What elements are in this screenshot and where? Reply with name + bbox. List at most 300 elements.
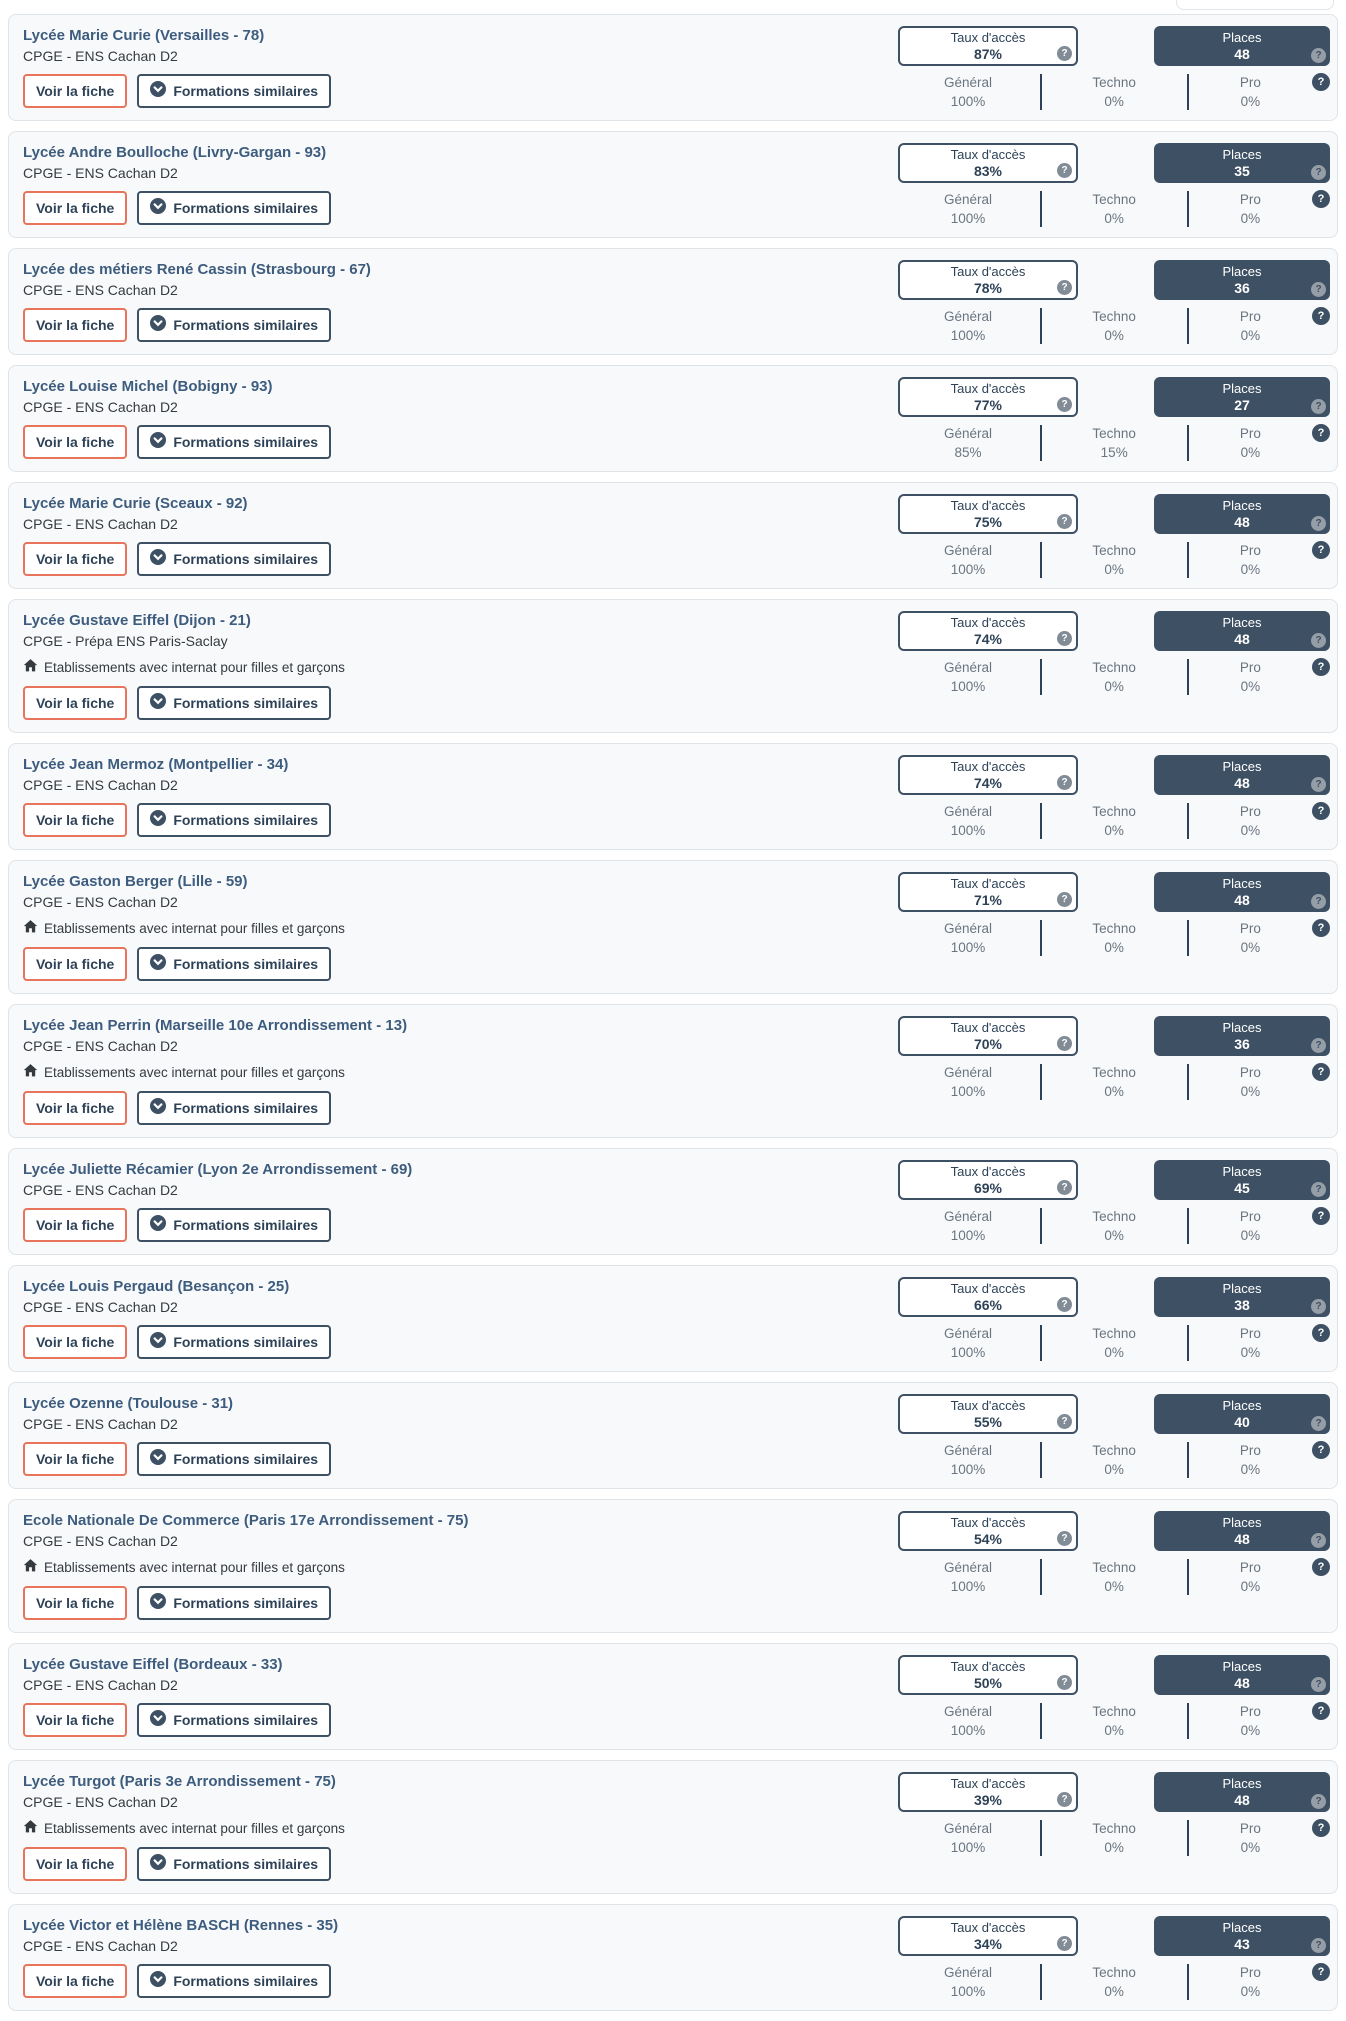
voir-la-fiche-button[interactable] [23, 1325, 127, 1359]
general-column [898, 658, 1038, 696]
repartition-help-icon[interactable]: ? [1312, 1963, 1330, 1981]
voir-la-fiche-button[interactable] [23, 1442, 127, 1476]
voir-la-fiche-label: Voir la fiche [36, 811, 115, 828]
repartition-help-icon[interactable]: ? [1312, 1558, 1330, 1576]
result-card [8, 131, 1338, 238]
formations-similaires-button[interactable] [137, 803, 331, 837]
formation-subtitle: CPGE - ENS Cachan D2 [23, 1794, 178, 1810]
formations-similaires-button[interactable] [137, 1847, 331, 1881]
general-column [898, 190, 1038, 228]
taux-acces-box [898, 1772, 1078, 1812]
techno-value: 0% [1104, 1840, 1124, 1855]
taux-help-icon[interactable]: ? [1057, 46, 1072, 61]
card-stats [898, 872, 1330, 957]
result-card [8, 365, 1338, 472]
places-box [1154, 872, 1330, 912]
general-column [898, 919, 1038, 957]
pro-column [1190, 1441, 1310, 1479]
places-value: 48 [1234, 46, 1250, 62]
general-value: 100% [950, 1579, 986, 1594]
separator [1187, 74, 1189, 110]
taux-help-icon[interactable]: ? [1057, 1675, 1072, 1690]
taux-acces-label: Taux d'accès [950, 876, 1026, 891]
formations-similaires-button[interactable] [137, 947, 331, 981]
voir-la-fiche-button[interactable] [23, 803, 127, 837]
places-help-icon[interactable]: ? [1311, 633, 1326, 648]
pro-column [1190, 919, 1310, 957]
card-stats [898, 377, 1330, 462]
places-help-icon[interactable]: ? [1311, 48, 1326, 63]
stats-boxes [898, 755, 1330, 795]
repartition-help-icon[interactable]: ? [1312, 541, 1330, 559]
places-help-icon[interactable]: ? [1311, 1416, 1326, 1431]
taux-acces-value: 74% [973, 631, 1003, 647]
general-column [898, 1441, 1038, 1479]
voir-la-fiche-label: Voir la fiche [36, 1711, 115, 1728]
formation-subtitle: CPGE - ENS Cachan D2 [23, 282, 178, 298]
taux-acces-box [898, 755, 1078, 795]
pro-value: 0% [1240, 823, 1261, 838]
pro-label: Pro [1239, 921, 1261, 936]
pro-column [1190, 190, 1310, 228]
bac-repartition-row [898, 541, 1330, 579]
voir-la-fiche-button[interactable] [23, 308, 127, 342]
formations-similaires-button[interactable] [137, 1091, 331, 1125]
formations-similaires-label: Formations similaires [173, 1855, 319, 1872]
chevron-down-circle-icon [150, 954, 166, 974]
separator [1040, 1442, 1042, 1478]
voir-la-fiche-button[interactable] [23, 74, 127, 108]
pro-column [1190, 1702, 1310, 1740]
formations-similaires-button[interactable] [137, 1325, 331, 1359]
techno-value: 0% [1104, 679, 1124, 694]
taux-acces-box [898, 1655, 1078, 1695]
separator [1187, 1208, 1189, 1244]
pro-column [1190, 1324, 1310, 1362]
places-help-icon[interactable]: ? [1311, 1182, 1326, 1197]
taux-help-icon[interactable]: ? [1057, 1792, 1072, 1807]
chevron-down-circle-icon [150, 1332, 166, 1352]
separator [1040, 1325, 1042, 1361]
places-help-icon[interactable]: ? [1311, 1533, 1326, 1548]
places-value: 38 [1234, 1297, 1250, 1313]
chevron-down-circle-icon [150, 1971, 166, 1991]
separator [1040, 1964, 1042, 2000]
places-help-icon[interactable]: ? [1311, 1677, 1326, 1692]
bac-repartition-row [898, 1819, 1330, 1857]
school-title: Lycée Louis Pergaud (Besançon - 25) [23, 1278, 290, 1295]
bac-repartition-row [898, 307, 1330, 345]
stats-boxes [898, 611, 1330, 651]
general-value: 100% [950, 679, 986, 694]
result-card [8, 1004, 1338, 1138]
taux-help-icon[interactable]: ? [1057, 1297, 1072, 1312]
techno-column [1043, 541, 1185, 579]
techno-value: 0% [1104, 328, 1124, 343]
places-help-icon[interactable]: ? [1311, 1938, 1326, 1953]
places-value: 48 [1234, 775, 1250, 791]
school-title: Lycée Jean Perrin (Marseille 10e Arrondissement - 13) [23, 1017, 408, 1034]
pro-value: 0% [1240, 1462, 1261, 1477]
techno-label: Techno [1092, 1965, 1136, 1980]
stats-boxes [898, 494, 1330, 534]
repartition-help-icon[interactable]: ? [1312, 1063, 1330, 1081]
formations-similaires-button[interactable] [137, 1586, 331, 1620]
pro-label: Pro [1239, 1443, 1261, 1458]
taux-help-icon[interactable]: ? [1057, 631, 1072, 646]
taux-acces-box [898, 1016, 1078, 1056]
formations-similaires-button[interactable] [137, 308, 331, 342]
bac-repartition-row [898, 1558, 1330, 1596]
pro-value: 0% [1240, 328, 1261, 343]
techno-label: Techno [1092, 1065, 1136, 1080]
voir-la-fiche-label: Voir la fiche [36, 1450, 115, 1467]
school-title: Ecole Nationale De Commerce (Paris 17e Arrondissement - 75) [23, 1512, 469, 1529]
pro-label: Pro [1239, 1209, 1261, 1224]
chevron-down-circle-icon [150, 81, 166, 101]
taux-acces-value: 83% [973, 163, 1003, 179]
pro-label: Pro [1239, 1965, 1261, 1980]
techno-label: Techno [1092, 660, 1136, 675]
card-stats [898, 260, 1330, 345]
formations-similaires-label: Formations similaires [173, 811, 319, 828]
chevron-down-circle-icon [150, 1593, 166, 1613]
separator [1187, 191, 1189, 227]
formations-similaires-button[interactable] [137, 1703, 331, 1737]
places-value: 40 [1234, 1414, 1250, 1430]
taux-acces-box [898, 494, 1078, 534]
places-help-icon[interactable]: ? [1311, 894, 1326, 909]
repartition-help-icon[interactable]: ? [1312, 1207, 1330, 1225]
voir-la-fiche-button[interactable] [23, 686, 127, 720]
pro-label: Pro [1239, 1821, 1261, 1836]
pro-value: 0% [1240, 1345, 1261, 1360]
taux-acces-label: Taux d'accès [950, 1776, 1026, 1791]
chevron-down-circle-icon [150, 432, 166, 452]
pro-column [1190, 1063, 1310, 1101]
bac-repartition-row [898, 658, 1330, 696]
taux-acces-value: 69% [973, 1180, 1003, 1196]
formations-similaires-button[interactable] [137, 74, 331, 108]
taux-help-icon[interactable]: ? [1057, 775, 1072, 790]
voir-la-fiche-button[interactable] [23, 1091, 127, 1125]
techno-value: 0% [1104, 1345, 1124, 1360]
taux-help-icon[interactable]: ? [1057, 514, 1072, 529]
places-label: Places [1222, 1515, 1262, 1530]
techno-column [1043, 1207, 1185, 1245]
general-label: Général [943, 1560, 993, 1575]
taux-help-icon[interactable]: ? [1057, 1180, 1072, 1195]
formations-similaires-button[interactable] [137, 1208, 331, 1242]
taux-acces-box [898, 611, 1078, 651]
separator [1187, 308, 1189, 344]
repartition-help-icon[interactable]: ? [1312, 190, 1330, 208]
taux-help-icon[interactable]: ? [1057, 1531, 1072, 1546]
taux-help-icon[interactable]: ? [1057, 1936, 1072, 1951]
formations-similaires-button[interactable] [137, 191, 331, 225]
techno-label: Techno [1092, 309, 1136, 324]
places-box [1154, 143, 1330, 183]
school-title: Lycée Jean Mermoz (Montpellier - 34) [23, 756, 289, 773]
separator [1040, 542, 1042, 578]
places-label: Places [1222, 615, 1262, 630]
techno-value: 0% [1104, 940, 1124, 955]
places-label: Places [1222, 147, 1262, 162]
taux-help-icon[interactable]: ? [1057, 397, 1072, 412]
result-card [8, 1382, 1338, 1489]
voir-la-fiche-label: Voir la fiche [36, 1099, 115, 1116]
general-value: 100% [950, 823, 986, 838]
places-box [1154, 26, 1330, 66]
bac-repartition-row [898, 190, 1330, 228]
formations-similaires-button[interactable] [137, 542, 331, 576]
formations-similaires-button[interactable] [137, 1964, 331, 1998]
formations-similaires-label: Formations similaires [173, 1711, 319, 1728]
repartition-help-icon[interactable]: ? [1312, 307, 1330, 325]
techno-value: 0% [1104, 1579, 1124, 1594]
general-label: Général [943, 75, 993, 90]
pro-column [1190, 1963, 1310, 2001]
repartition-help-icon[interactable]: ? [1312, 802, 1330, 820]
techno-column [1043, 1441, 1185, 1479]
pro-label: Pro [1239, 1704, 1261, 1719]
taux-acces-label: Taux d'accès [950, 147, 1026, 162]
general-label: Général [943, 1326, 993, 1341]
places-help-icon[interactable]: ? [1311, 1038, 1326, 1053]
places-value: 36 [1234, 280, 1250, 296]
general-value: 100% [950, 328, 986, 343]
places-box [1154, 611, 1330, 651]
formation-subtitle: CPGE - ENS Cachan D2 [23, 777, 178, 793]
taux-help-icon[interactable]: ? [1057, 280, 1072, 295]
stats-boxes [898, 26, 1330, 66]
places-help-icon[interactable]: ? [1311, 399, 1326, 414]
separator [1187, 803, 1189, 839]
voir-la-fiche-button[interactable] [23, 1964, 127, 1998]
formations-similaires-label: Formations similaires [173, 1099, 319, 1116]
internat-label: Etablissements avec internat pour filles et garçons [44, 1820, 345, 1836]
techno-value: 0% [1104, 1723, 1124, 1738]
places-box [1154, 1916, 1330, 1956]
places-box [1154, 377, 1330, 417]
general-label: Général [943, 192, 993, 207]
taux-acces-label: Taux d'accès [950, 1020, 1026, 1035]
formations-similaires-label: Formations similaires [173, 1216, 319, 1233]
stats-boxes [898, 377, 1330, 417]
taux-acces-label: Taux d'accès [950, 1281, 1026, 1296]
techno-column [1043, 919, 1185, 957]
result-card [8, 1760, 1338, 1894]
general-label: Général [943, 1065, 993, 1080]
voir-la-fiche-button[interactable] [23, 1703, 127, 1737]
pro-value: 0% [1240, 1723, 1261, 1738]
pro-value: 0% [1240, 1084, 1261, 1099]
repartition-help-icon[interactable]: ? [1312, 424, 1330, 442]
repartition-help-icon[interactable]: ? [1312, 1702, 1330, 1720]
general-value: 100% [950, 1984, 986, 1999]
voir-la-fiche-button[interactable] [23, 191, 127, 225]
taux-acces-value: 87% [973, 46, 1003, 62]
repartition-help-icon[interactable]: ? [1312, 919, 1330, 937]
formations-similaires-label: Formations similaires [173, 199, 319, 216]
chevron-down-circle-icon [150, 315, 166, 335]
taux-help-icon[interactable]: ? [1057, 892, 1072, 907]
general-column [898, 541, 1038, 579]
general-label: Général [943, 1965, 993, 1980]
chevron-down-circle-icon [150, 198, 166, 218]
school-title: Lycée Ozenne (Toulouse - 31) [23, 1395, 234, 1412]
voir-la-fiche-button[interactable] [23, 1847, 127, 1881]
places-value: 43 [1234, 1936, 1250, 1952]
places-help-icon[interactable]: ? [1311, 165, 1326, 180]
taux-acces-box [898, 1511, 1078, 1551]
taux-acces-label: Taux d'accès [950, 615, 1026, 630]
formation-subtitle: CPGE - Prépa ENS Paris-Saclay [23, 633, 228, 649]
pro-column [1190, 424, 1310, 462]
taux-acces-box [898, 1394, 1078, 1434]
bac-repartition-row [898, 1441, 1330, 1479]
voir-la-fiche-label: Voir la fiche [36, 550, 115, 567]
pro-column [1190, 802, 1310, 840]
voir-la-fiche-label: Voir la fiche [36, 82, 115, 99]
home-icon [23, 1063, 38, 1082]
school-title: Lycée des métiers René Cassin (Strasbourg - 67) [23, 261, 371, 278]
techno-value: 15% [1100, 445, 1128, 460]
formations-similaires-label: Formations similaires [173, 1450, 319, 1467]
results-list [8, 14, 1338, 2011]
techno-label: Techno [1092, 75, 1136, 90]
repartition-help-icon[interactable]: ? [1312, 1441, 1330, 1459]
general-column [898, 802, 1038, 840]
voir-la-fiche-label: Voir la fiche [36, 1594, 115, 1611]
general-column [898, 307, 1038, 345]
taux-help-icon[interactable]: ? [1057, 163, 1072, 178]
techno-column [1043, 658, 1185, 696]
voir-la-fiche-button[interactable] [23, 947, 127, 981]
techno-label: Techno [1092, 804, 1136, 819]
taux-acces-box [898, 143, 1078, 183]
school-title: Lycée Andre Boulloche (Livry-Gargan - 93) [23, 144, 327, 161]
places-value: 48 [1234, 1792, 1250, 1808]
pro-value: 0% [1240, 94, 1261, 109]
taux-acces-value: 77% [973, 397, 1003, 413]
separator [1187, 1442, 1189, 1478]
places-box [1154, 1394, 1330, 1434]
school-title: Lycée Turgot (Paris 3e Arrondissement - 75) [23, 1773, 336, 1790]
techno-value: 0% [1104, 1084, 1124, 1099]
places-value: 48 [1234, 1531, 1250, 1547]
school-title: Lycée Juliette Récamier (Lyon 2e Arrondissement - 69) [23, 1161, 413, 1178]
voir-la-fiche-label: Voir la fiche [36, 1972, 115, 1989]
taux-help-icon[interactable]: ? [1057, 1414, 1072, 1429]
taux-acces-value: 66% [973, 1297, 1003, 1313]
pro-label: Pro [1239, 1065, 1261, 1080]
result-card [8, 14, 1338, 121]
voir-la-fiche-button[interactable] [23, 1208, 127, 1242]
formation-subtitle: CPGE - ENS Cachan D2 [23, 1299, 178, 1315]
places-box [1154, 1655, 1330, 1695]
separator [1040, 1703, 1042, 1739]
formations-similaires-label: Formations similaires [173, 1594, 319, 1611]
pro-label: Pro [1239, 543, 1261, 558]
card-stats [898, 1772, 1330, 1857]
places-help-icon[interactable]: ? [1311, 1299, 1326, 1314]
result-card [8, 599, 1338, 733]
techno-column [1043, 424, 1185, 462]
formations-similaires-button[interactable] [137, 1442, 331, 1476]
pro-value: 0% [1240, 1228, 1261, 1243]
separator [1187, 1964, 1189, 2000]
repartition-help-icon[interactable]: ? [1312, 658, 1330, 676]
school-title: Lycée Gustave Eiffel (Dijon - 21) [23, 612, 251, 629]
voir-la-fiche-label: Voir la fiche [36, 955, 115, 972]
techno-value: 0% [1104, 1228, 1124, 1243]
bac-repartition-row [898, 1063, 1330, 1101]
general-value: 100% [950, 1723, 986, 1738]
places-help-icon[interactable]: ? [1311, 516, 1326, 531]
formation-subtitle: CPGE - ENS Cachan D2 [23, 399, 178, 415]
formations-similaires-button[interactable] [137, 686, 331, 720]
places-help-icon[interactable]: ? [1311, 1794, 1326, 1809]
places-label: Places [1222, 1920, 1262, 1935]
pro-column [1190, 1207, 1310, 1245]
separator [1187, 1064, 1189, 1100]
stats-boxes [898, 1394, 1330, 1434]
places-label: Places [1222, 1398, 1262, 1413]
card-stats [898, 1394, 1330, 1479]
separator [1040, 803, 1042, 839]
result-card [8, 1499, 1338, 1633]
separator [1187, 425, 1189, 461]
places-value: 27 [1234, 397, 1250, 413]
top-cutoff-button[interactable] [1176, 0, 1334, 10]
places-help-icon[interactable]: ? [1311, 777, 1326, 792]
stats-boxes [898, 1511, 1330, 1551]
taux-acces-value: 78% [973, 280, 1003, 296]
result-card [8, 482, 1338, 589]
techno-column [1043, 1702, 1185, 1740]
general-label: Général [943, 309, 993, 324]
bac-repartition-row [898, 802, 1330, 840]
result-card [8, 1265, 1338, 1372]
formations-similaires-button[interactable] [137, 425, 331, 459]
repartition-help-icon[interactable]: ? [1312, 73, 1330, 91]
taux-acces-value: 70% [973, 1036, 1003, 1052]
separator [1187, 659, 1189, 695]
voir-la-fiche-button[interactable] [23, 1586, 127, 1620]
techno-value: 0% [1104, 1462, 1124, 1477]
repartition-help-icon[interactable]: ? [1312, 1819, 1330, 1837]
formations-similaires-label: Formations similaires [173, 1972, 319, 1989]
voir-la-fiche-button[interactable] [23, 425, 127, 459]
taux-help-icon[interactable]: ? [1057, 1036, 1072, 1051]
places-help-icon[interactable]: ? [1311, 282, 1326, 297]
voir-la-fiche-button[interactable] [23, 542, 127, 576]
techno-column [1043, 1819, 1185, 1857]
techno-label: Techno [1092, 1560, 1136, 1575]
separator [1040, 425, 1042, 461]
card-stats [898, 1277, 1330, 1362]
taux-acces-box [898, 26, 1078, 66]
repartition-help-icon[interactable]: ? [1312, 1324, 1330, 1342]
places-label: Places [1222, 1020, 1262, 1035]
taux-acces-value: 34% [973, 1936, 1003, 1952]
taux-acces-value: 75% [973, 514, 1003, 530]
school-title: Lycée Louise Michel (Bobigny - 93) [23, 378, 273, 395]
places-box [1154, 494, 1330, 534]
pro-value: 0% [1240, 445, 1261, 460]
chevron-down-circle-icon [150, 1710, 166, 1730]
